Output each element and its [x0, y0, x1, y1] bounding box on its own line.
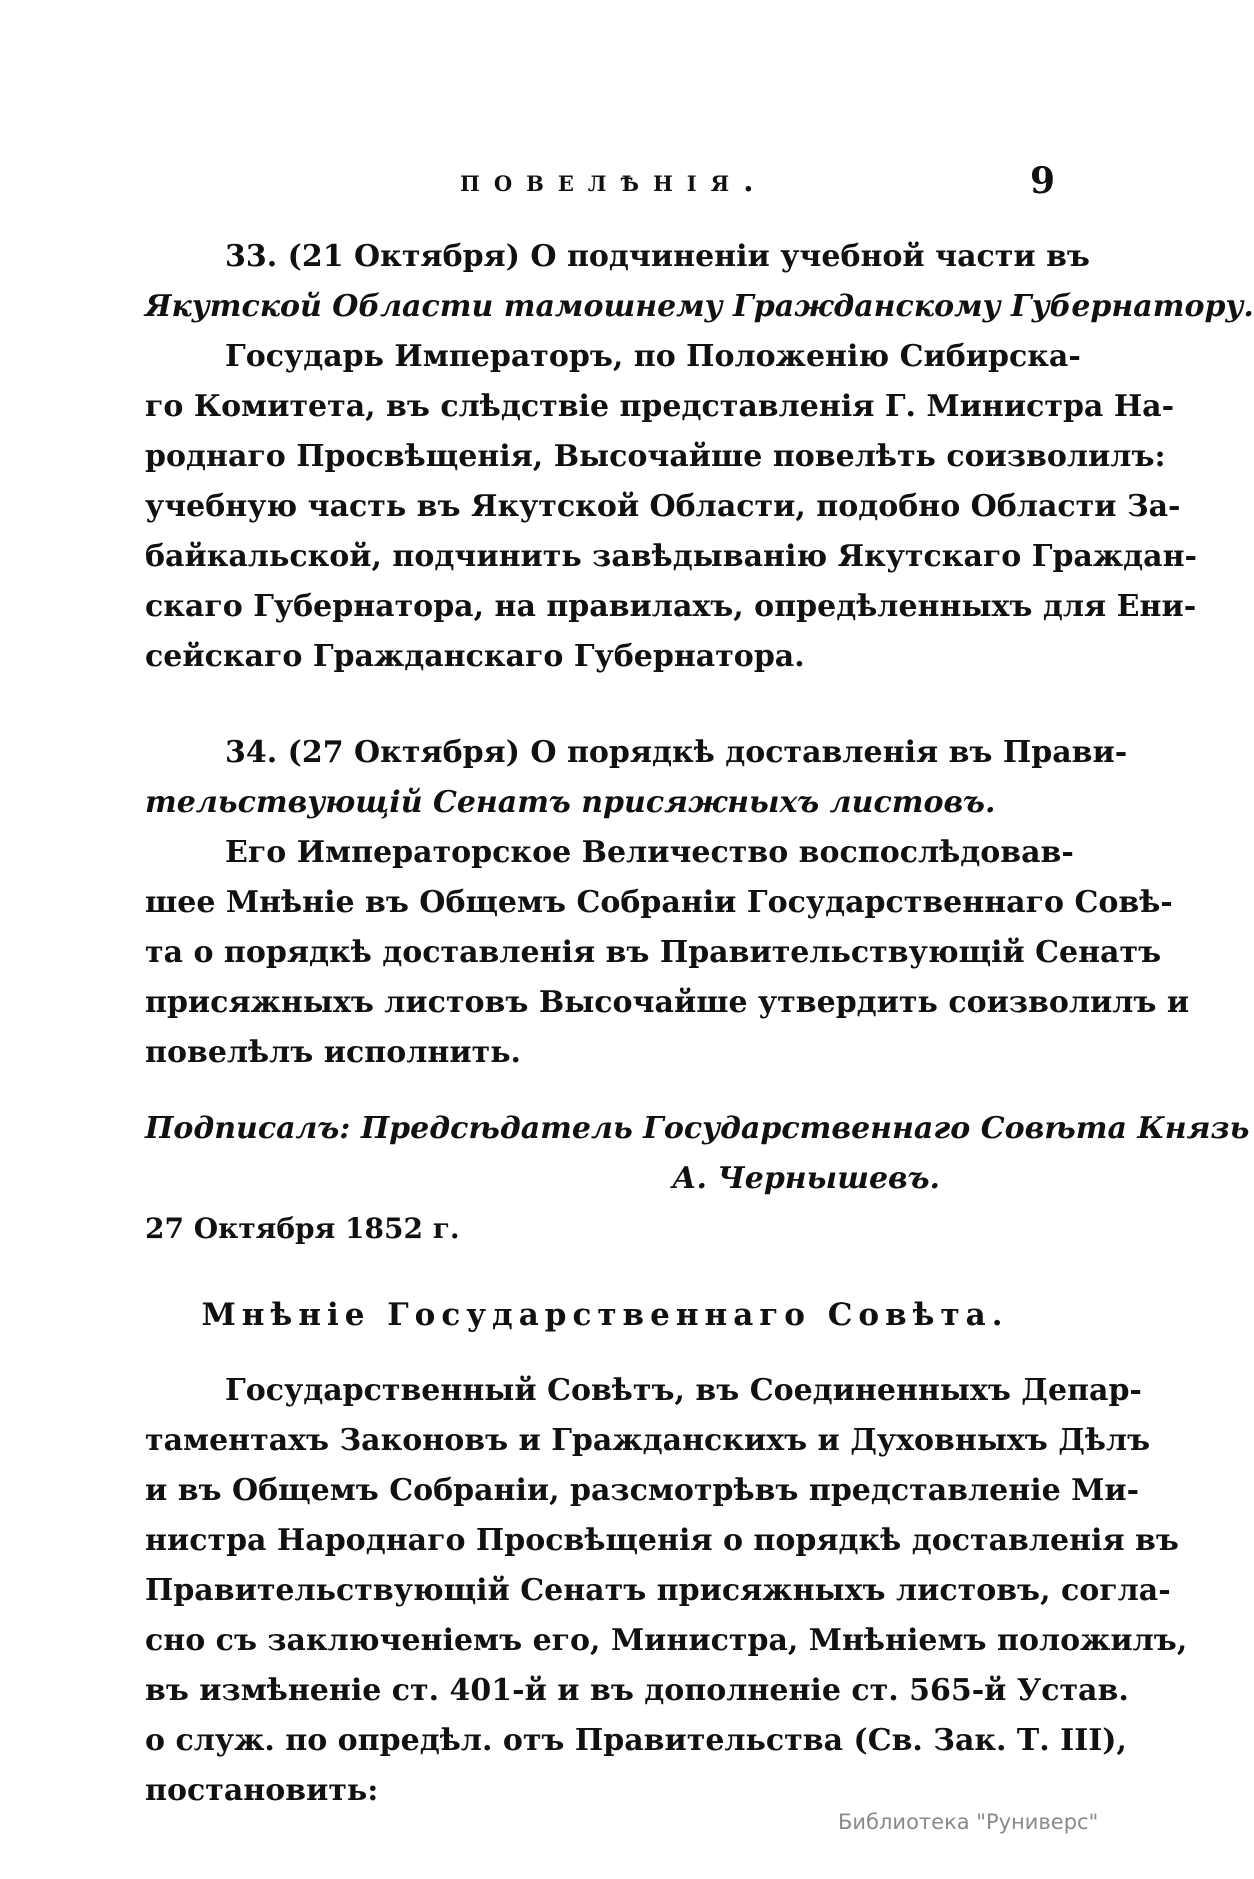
item-34-text-line: шее Мнѣніе въ Общемъ Собраніи Государственнаго Совѣ-	[145, 885, 1173, 920]
item-33-text-line: го Комитета, въ слѣдствіе представленія Г. Министра На-	[145, 389, 1175, 424]
running-title: повелѣнія.	[460, 164, 768, 199]
opinion-text-line: Государственный Совѣтъ, въ Соединенныхъ Депар-	[225, 1373, 1142, 1408]
section-gap	[145, 1340, 1065, 1366]
item-34-text-line: Его Императорское Величество воспослѣдовав-	[225, 835, 1074, 870]
page-header	[0, 160, 1200, 210]
library-watermark: Библиотека "Руниверс"	[838, 1810, 1099, 1834]
item-34-text-line: присяжныхъ листовъ Высочайше утвердить соизволилъ и	[145, 985, 1190, 1020]
page-number: 9	[1030, 160, 1056, 202]
item-34-text-line: повелѣлъ исполнить.	[145, 1035, 521, 1070]
opinion-text-line: въ измѣненіе ст. 401-й и въ дополненіе ст. 565-й Устав.	[145, 1673, 1129, 1708]
section-gap	[145, 1078, 1065, 1104]
item-33-text-line: Государь Императоръ, по Положенію Сибирска-	[225, 339, 1081, 374]
opinion-text-line: сно съ заключеніемъ его, Министра, Мнѣніемъ положилъ,	[145, 1623, 1188, 1658]
item-34-heading-line-1: 34. (27 Октября) О порядкѣ доставленія въ Прави-	[225, 735, 1128, 770]
item-33-text-line: сейскаго Гражданскаго Губернатора.	[145, 639, 805, 674]
item-33-text-line: роднаго Просвѣщенія, Высочайше повелѣть соизволилъ:	[145, 439, 1166, 474]
item-33-text-line: скаго Губернатора, на правилахъ, опредѣленныхъ для Ени-	[145, 589, 1197, 624]
opinion-text-line: и въ Общемъ Собраніи, разсмотрѣвъ представленіе Ми-	[145, 1473, 1140, 1508]
item-33-heading-line-2: Якутской Области тамошнему Гражданскому Губернатору.	[145, 289, 1254, 324]
item-33-heading-line-1: 33. (21 Октября) О подчиненіи учебной части въ	[225, 239, 1090, 274]
item-33-text-line: байкальской, подчинить завѣдыванію Якутскаго Граждан-	[145, 539, 1197, 574]
item-33-text-line: учебную часть въ Якутской Области, подобно Области За-	[145, 489, 1181, 524]
opinion-text-line: нистра Народнаго Просвѣщенія о порядкѣ доставленія въ	[145, 1523, 1179, 1558]
section-gap	[145, 682, 1065, 728]
signatory-name: А. Чернышевъ.	[672, 1161, 940, 1196]
document-date: 27 Октября 1852 г.	[145, 1212, 460, 1245]
item-34-heading-line-2: тельствующій Сенатъ присяжныхъ листовъ.	[145, 785, 996, 820]
signature-line: Подписалъ: Предсѣдатель Государственнаго Совѣта Князь	[145, 1111, 1250, 1146]
opinion-heading: Мнѣніе Государственнаго Совѣта.	[201, 1297, 1009, 1333]
section-gap	[145, 1254, 1065, 1290]
opinion-text-line: постановить:	[145, 1773, 379, 1808]
opinion-text-line: Правительствующій Сенатъ присяжныхъ листовъ, согла-	[145, 1573, 1171, 1608]
page-body	[145, 232, 1254, 1816]
opinion-text-line: о служ. по опредѣл. отъ Правительства (Св. Зак. Т. III),	[145, 1723, 1127, 1758]
item-34-text-line: та о порядкѣ доставленія въ Правительствующій Сенатъ	[145, 935, 1162, 970]
opinion-text-line: таментахъ Законовъ и Гражданскихъ и Духовныхъ Дѣлъ	[145, 1423, 1151, 1458]
